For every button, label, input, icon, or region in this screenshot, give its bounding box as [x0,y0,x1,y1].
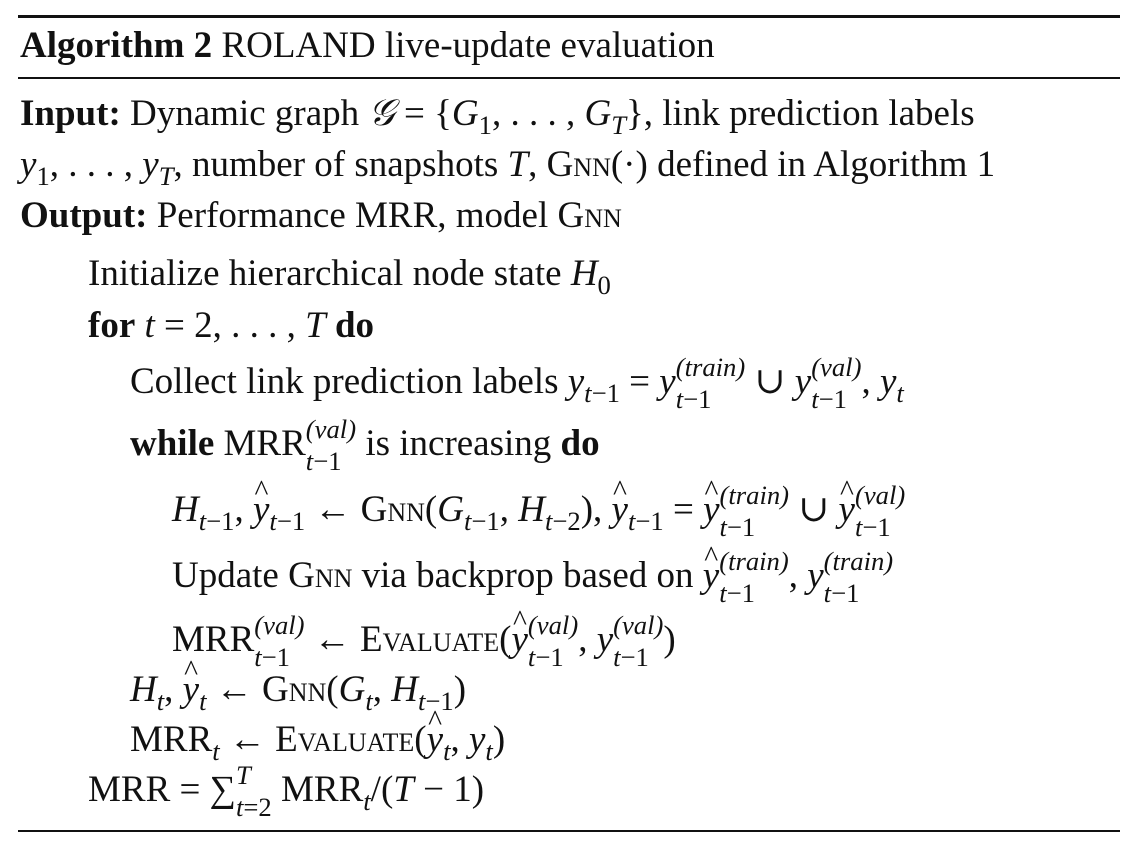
step-text: while MRR (val) t−1 is increasing do [130,414,600,476]
top-rule [18,15,1120,18]
header-rule [18,77,1120,79]
input-text-2: , link prediction labels [643,93,975,134]
step-text: Initialize hierarchical node state $H_0$ [88,253,611,301]
step-text: Update Gnn via backprop based on ^ y (train) t−1 , y (train) t−1 [172,552,893,605]
input-line-2 [20,143,996,192]
step-text: for t = 2, . . . , T do [88,305,375,346]
step-text: Collect link prediction labels $y_{t-1} = y$ (train) t−1 ∪ y (val) t−1 , $y_t$ [130,352,904,414]
algorithm-name: ROLAND live-update evaluation [221,25,715,66]
input-keyword: Input: [20,93,121,134]
algorithm-title [20,24,715,67]
step-text: $H_t$, ^ $y_t$ ← $Gnn(G_t$, $H_{t-1}$) [130,668,466,711]
output-keyword: Output: [20,195,148,236]
step-text: MRR (val) t−1 ← Evaluate(^ y (val) t−1 , y (val) t−1 ) [172,616,676,669]
step-text: $MRR_t$ ← Evaluate(^ $y_t$, $y_t$) [130,718,505,761]
input-text-3: , number of snapshots [173,144,499,185]
algorithm-label: Algorithm 2 [20,25,213,66]
input-math-gnn: Gnn(·) [546,144,648,185]
step-text: $H_{t-1}$, ^ $y_{t-1}$ ← $Gnn(G_{t-1}$, $H_{t-2}$), ^ $y_{t-1}$ = ^ y (train) t−1 ∪ ^ y (val) t−1 [172,486,905,539]
step-text: MRR = ∑ T t=2 $MRR_t/(T - 1)$ [88,760,485,822]
input-line-1 [20,92,975,141]
output-line [20,194,622,237]
input-text-4: defined in Algorithm 1 [657,144,996,185]
bottom-rule [18,830,1120,832]
input-text-1: Dynamic graph [130,93,360,134]
input-math-t: T, [507,144,538,185]
output-text: Performance MRR, model [156,195,549,236]
input-math-graph: 𝒢 = {$G_1$, . . . , $G_T$} [368,93,644,141]
output-gnn: Gnn [557,195,622,236]
input-math-labels: $y_1$, . . . , $y_T$ [20,144,174,192]
